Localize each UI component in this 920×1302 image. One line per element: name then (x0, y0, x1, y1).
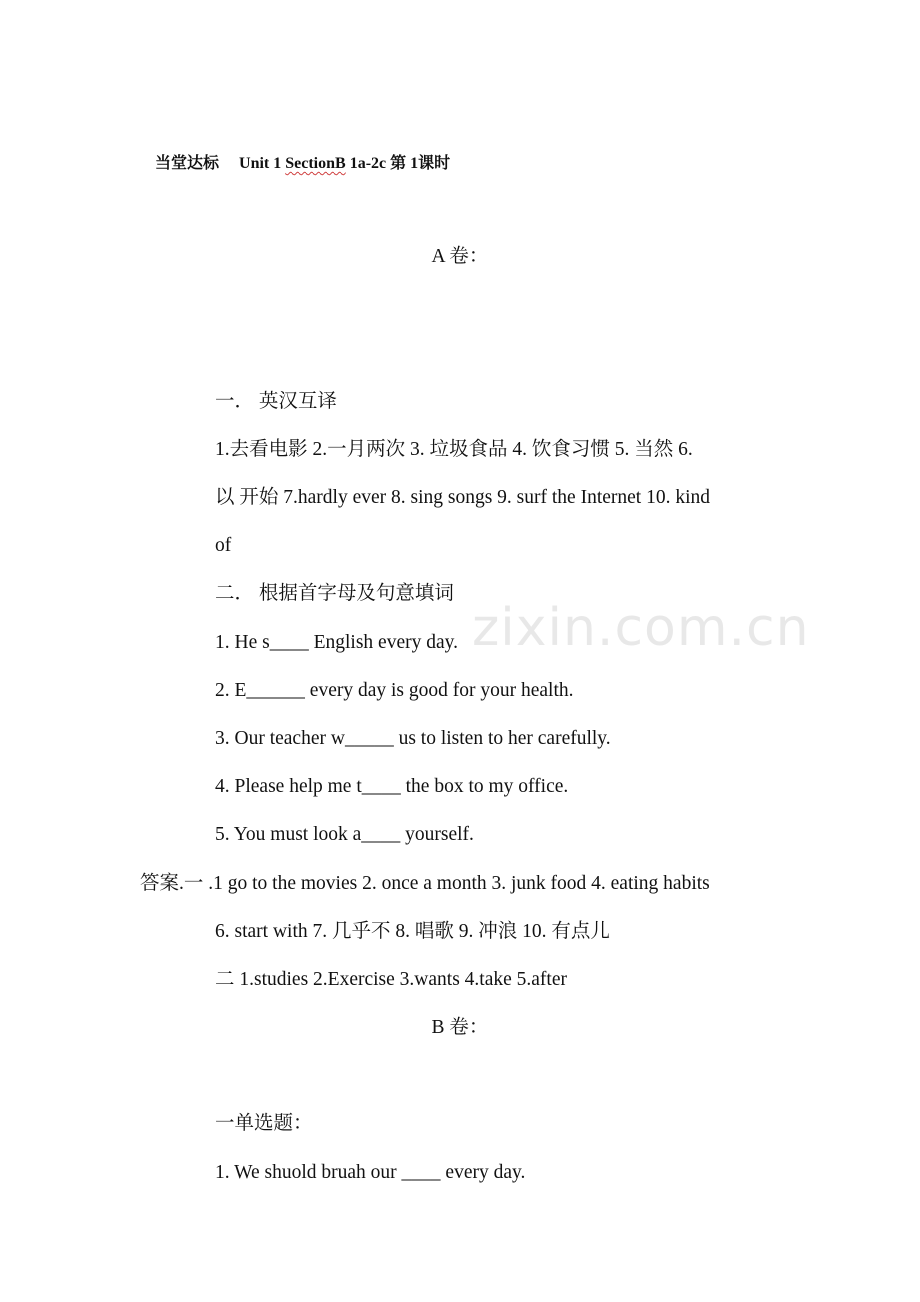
section1-line-1: 1.去看电影 2.一月两次 3. 垃圾食品 4. 饮食习惯 5. 当然 6. (215, 439, 693, 460)
watermark: zixin.com.cn (472, 598, 810, 658)
part-b-title: B 卷： (431, 1017, 489, 1038)
section2-item-5: 5. You must look a____ yourself. (215, 824, 474, 845)
header-prefix: 当堂达标 (155, 155, 220, 172)
section3-title: 一单选题： (215, 1113, 313, 1134)
section1-line-2: 以 开始 7.hardly ever 8. sing songs 9. surf the Internet 10. kind (215, 487, 711, 508)
section2-title: 二． 根据首字母及句意填词 (215, 583, 454, 604)
section2-item-2: 2. E______ every day is good for your health. (215, 680, 574, 701)
section2-item-3: 3. Our teacher w_____ us to listen to her carefully. (215, 728, 611, 749)
header-suffix: 1a-2c 第 1课时 (349, 155, 451, 172)
header-unit: Unit 1 (239, 155, 282, 172)
section2-item-1: 1. He s____ English every day. (215, 632, 458, 653)
section3-item-1: 1. We shuold bruah our ____ every day. (215, 1162, 526, 1183)
section2-item-4: 4. Please help me t____ the box to my office. (215, 776, 569, 797)
section1-line-3: of (215, 535, 232, 556)
answers-line-3: 二 1.studies 2.Exercise 3.wants 4.take 5.after (215, 969, 567, 990)
document-header (155, 150, 450, 178)
section1-title: 一． 英汉互译 (215, 391, 337, 412)
part-a-title: A 卷： (431, 246, 489, 267)
header-section: SectionB (285, 155, 346, 172)
answers-line-2: 6. start with 7. 几乎不 8. 唱歌 9. 冲浪 10. 有点儿 (215, 921, 610, 942)
answers-line-1: 答案.一 .1 go to the movies 2. once a month 3. junk food 4. eating habits (140, 873, 710, 894)
